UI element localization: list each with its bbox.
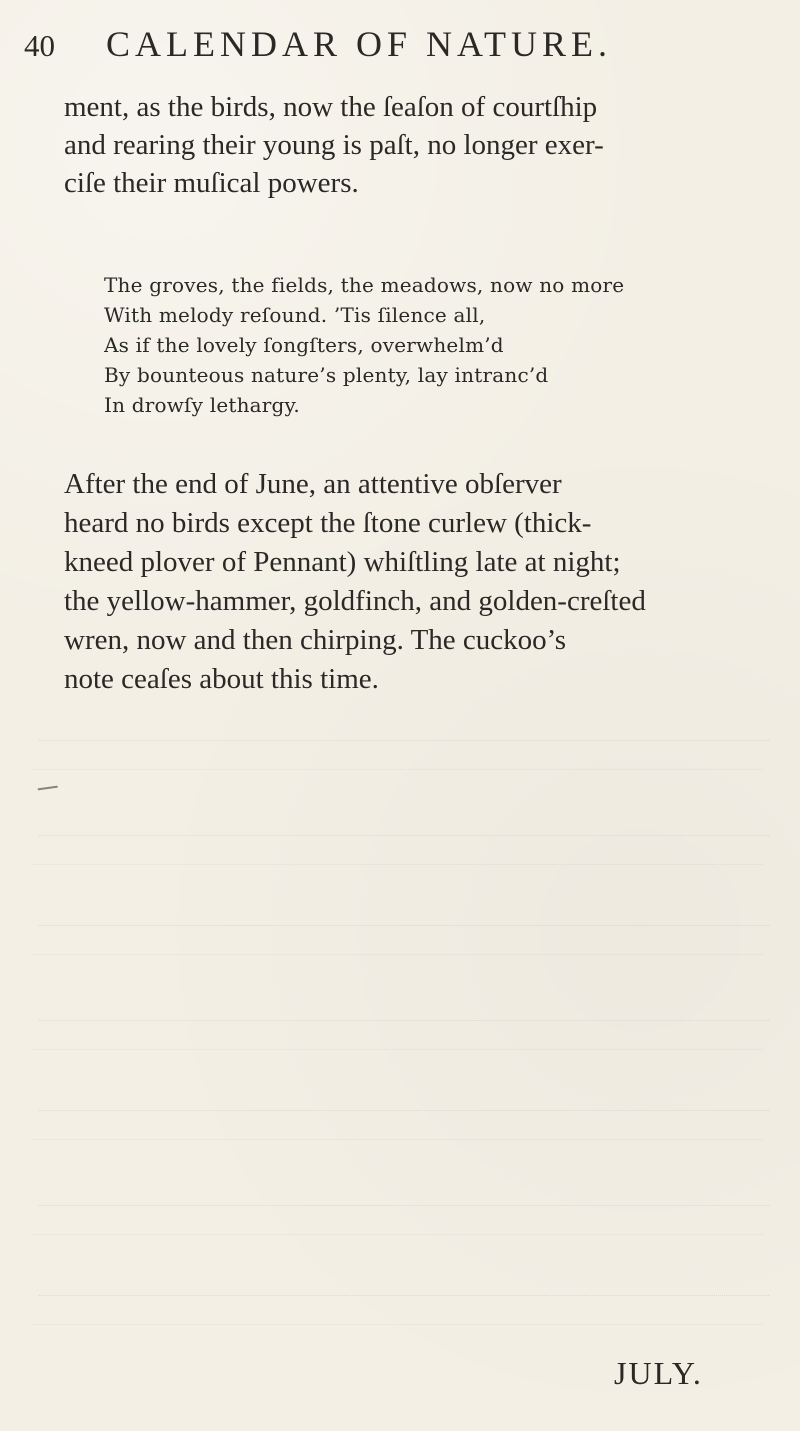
faint-show-through-text (33, 1020, 769, 1050)
paragraph-line: note ceaſes about this time. (64, 663, 379, 695)
margin-ink-mark (38, 786, 59, 795)
faint-show-through-text (33, 925, 769, 955)
paragraph-line: the yellow-hammer, goldfinch, and golden-creſted (64, 585, 646, 617)
poem-line: By bounteous nature’s plenty, lay intranc’d (104, 363, 549, 387)
faint-show-through-text (33, 1295, 769, 1325)
paragraph-line: wren, now and then chirping. The cuckoo’s (64, 624, 567, 656)
running-title: CALENDAR OF NATURE. (106, 24, 613, 64)
poem-line: As if the lovely ſongſters, overwhelm’d (104, 333, 504, 357)
observation-paragraph (64, 465, 754, 699)
poem-quotation (104, 270, 664, 420)
paragraph-line: and rearing their young is paſt, no longer exer- (64, 129, 604, 161)
paragraph-line: heard no birds except the ſtone curlew (thick- (64, 507, 592, 539)
catchword: JULY. (614, 1355, 703, 1391)
page-number: 40 (24, 28, 55, 63)
faint-show-through-text (33, 835, 769, 865)
faint-show-through-text (33, 740, 769, 770)
faint-show-through-text (33, 1110, 769, 1140)
running-head (24, 18, 764, 70)
paragraph-line: ciſe their muſical powers. (64, 167, 359, 199)
paragraph-line: kneed plover of Pennant) whiſtling late at night; (64, 546, 621, 578)
poem-line: In drowſy lethargy. (104, 393, 300, 417)
faint-show-through-text (33, 1205, 769, 1235)
poem-line: With melody reſound. ’Tis ſilence all, (104, 303, 486, 327)
opening-paragraph (64, 88, 752, 202)
poem-line: The groves, the fields, the meadows, now no more (104, 273, 625, 297)
paragraph-line: ment, as the birds, now the ſeaſon of courtſhip (64, 91, 598, 123)
paragraph-line: After the end of June, an attentive obſerver (64, 468, 562, 500)
